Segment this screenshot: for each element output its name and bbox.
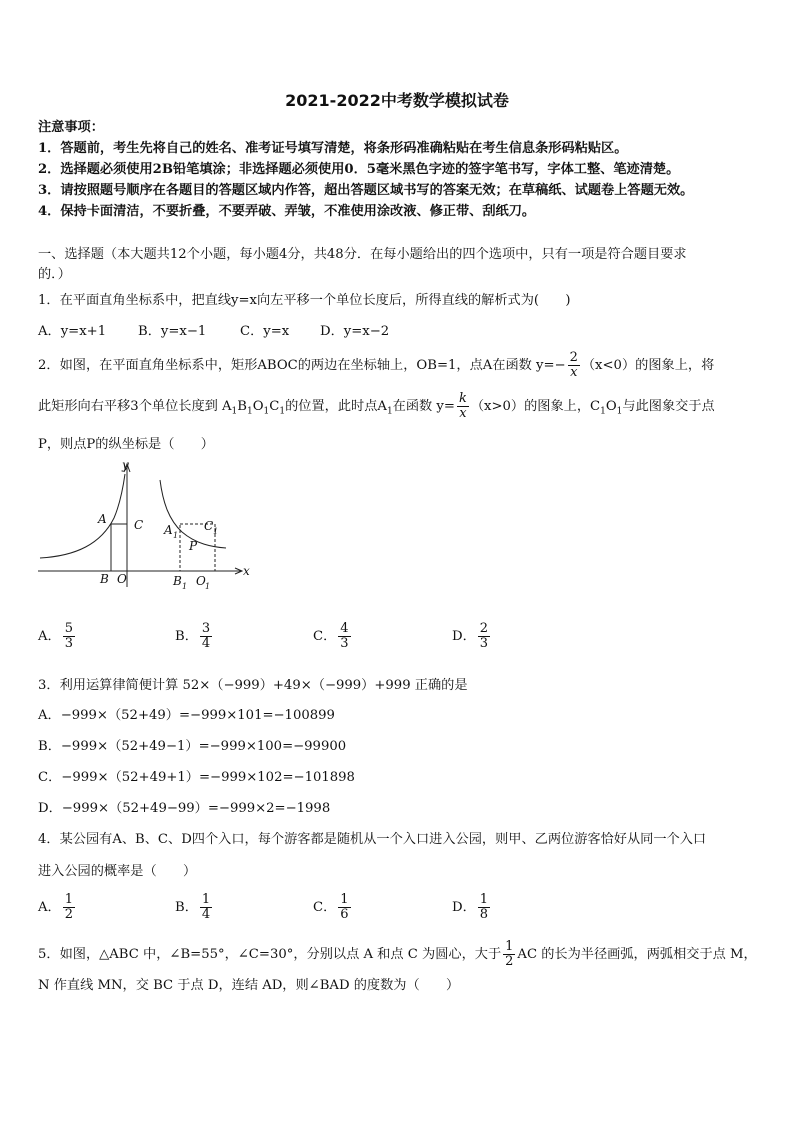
question-3-option-a: A．−999×（52+49）=−999×101=−100899 <box>38 708 335 723</box>
fraction-denominator: 6 <box>340 907 349 922</box>
x-axis-label: x <box>243 564 250 578</box>
notice-item: 4．保持卡面清洁，不要折叠，不要弄破、弄皱，不准使用涂改液、修正带、刮纸刀。 <box>38 204 536 219</box>
q2-text: 与此图象交于点 <box>622 399 715 414</box>
question-4-option-b <box>175 893 214 922</box>
fraction-numerator: 1 <box>201 892 211 907</box>
question-5-line-2: N 作直线 MN，交 BC 于点 D，连结 AD，则∠BAD 的度数为（ ） <box>38 978 460 993</box>
fraction <box>63 622 75 651</box>
section-heading-cont: 的．） <box>38 267 71 282</box>
fraction <box>478 622 490 651</box>
question-1-stem: 1．在平面直角坐标系中，把直线y=x向左平移一个单位长度后，所得直线的解析式为( ) <box>38 293 571 308</box>
question-2-option-c <box>313 622 353 651</box>
option-letter: D． <box>452 900 476 915</box>
rectangle-abco <box>111 524 127 571</box>
q5-text: 5．如图，△ABC 中，∠B=55°，∠C=30°，分别以点 A 和点 C 为圆心，大于 <box>38 947 502 962</box>
question-3-stem: 3．利用运算律简便计算 52×（−999）+49×（−999）+999 正确的是 <box>38 678 468 693</box>
fraction-numerator: 3 <box>201 621 211 636</box>
q2-text: （x>0）的图象上，C <box>470 399 601 414</box>
fraction <box>457 392 469 421</box>
fraction-numerator: 1 <box>505 939 514 954</box>
question-4-option-c <box>313 893 353 922</box>
option-letter: D． <box>452 629 476 644</box>
label-c1-sub: 1 <box>213 527 219 536</box>
question-1-option-a: A．y=x+1 <box>38 324 107 339</box>
fraction <box>503 940 515 969</box>
label-c: C <box>134 518 144 532</box>
fraction-denominator: 2 <box>64 907 73 922</box>
option-letter: B． <box>175 900 198 915</box>
q2-text: 在函数 y= <box>392 399 455 414</box>
q2-text: 的位置，此时点A <box>285 399 387 414</box>
fraction <box>568 351 580 380</box>
fraction <box>200 622 212 651</box>
question-4-line-1: 4．某公园有A、B、C、D四个入口，每个游客都是随机从一个入口进入公园，则甲、乙两位游客恰好从同一个入口 <box>38 832 707 847</box>
question-5-line-1 <box>38 940 757 969</box>
option-letter: A． <box>38 629 61 644</box>
sub: $_1B_1O_1C_1$ <box>231 399 286 417</box>
label-o1-sub: 1 <box>205 582 211 591</box>
fraction-denominator: 3 <box>64 636 73 651</box>
label-a: A <box>98 512 107 526</box>
question-3-option-b: B．−999×（52+49−1）=−999×100=−99900 <box>38 739 347 754</box>
question-2-line-2: 此矩形向右平移3个单位长度到 $A_1B_1O_1C_1$的位置，此时点$A_1$在函数 y= $\frac{k}{x}$ （x>0）的图象上，$C_1O_1$与此图象交于点 <box>38 391 715 421</box>
fraction-denominator: 8 <box>479 907 489 922</box>
fraction-denominator: 2 <box>505 954 514 969</box>
y-axis-label: y <box>122 458 129 472</box>
left-hyperbola-curve <box>40 474 125 558</box>
q2-text: 此矩形向右平移3个单位长度到 A <box>38 399 232 414</box>
label-c1: C <box>204 519 214 533</box>
fraction-denominator: 4 <box>201 907 211 922</box>
question-2-line-1 <box>38 351 714 380</box>
option-letter: C． <box>313 900 337 915</box>
right-hyperbola-curve <box>160 480 226 548</box>
fraction-numerator: 5 <box>64 621 73 636</box>
question-1-option-b: B．y=x−1 <box>138 324 207 339</box>
fraction-numerator: 1 <box>479 892 489 907</box>
question-2-option-b <box>175 622 214 651</box>
question-2-line-3: P，则点P的纵坐标是（ ） <box>38 437 214 452</box>
notice-item: 1．答题前，考生先将自己的姓名、准考证号填写清楚，将条形码准确粘贴在考生信息条形码粘贴区。 <box>38 141 628 156</box>
label-o: O <box>117 572 127 586</box>
label-p: P <box>189 539 198 553</box>
fraction-numerator: 1 <box>64 892 73 907</box>
question-1-option-c: C．y=x <box>240 324 290 339</box>
fraction <box>338 622 350 651</box>
question-2-option-d <box>452 622 492 651</box>
question-2-figure <box>36 458 256 593</box>
question-3-option-d: D．−999×（52+49−99）=−999×2=−1998 <box>38 801 331 816</box>
label-a1-sub: 1 <box>173 531 179 540</box>
option-letter: A． <box>38 900 61 915</box>
fraction <box>478 893 490 922</box>
q2-text: （x<0）的图象上，将 <box>581 358 715 373</box>
option-letter: C． <box>313 629 337 644</box>
fraction-numerator: 4 <box>340 621 349 636</box>
question-3-option-c: C．−999×（52+49+1）=−999×102=−101898 <box>38 770 355 785</box>
fraction-denominator: 3 <box>479 636 489 651</box>
notice-heading: 注意事项： <box>38 120 104 135</box>
fraction-denominator: 3 <box>340 636 349 651</box>
notice-item: 2．选择题必须使用2B铅笔填涂；非选择题必须使用0．5毫米黑色字迹的签字笔书写，字体工整、笔迹清楚。 <box>38 162 680 177</box>
option-letter: B． <box>175 629 198 644</box>
question-4-option-a <box>38 893 77 922</box>
question-4-line-2: 进入公园的概率是（ ） <box>38 864 197 879</box>
question-1-option-d: D．y=x−2 <box>320 324 390 339</box>
notice-item: 3．请按照题号顺序在各题目的答题区域内作答，超出答题区域书写的答案无效；在草稿纸、试题卷上答题无效。 <box>38 183 694 198</box>
label-o1: O <box>196 574 206 588</box>
fraction-numerator: 1 <box>340 892 349 907</box>
page-title: 2021-2022中考数学模拟试卷 <box>285 91 509 110</box>
fraction-numerator: 2 <box>479 621 489 636</box>
section-heading: 一、选择题（本大题共12个小题，每小题4分，共48分．在每小题给出的四个选项中，只有一项是符合题目要求 <box>38 247 687 262</box>
label-b1: B <box>173 574 182 588</box>
fraction-denominator: 4 <box>201 636 211 651</box>
fraction <box>338 893 350 922</box>
q2-text: 2．如图，在平面直角坐标系中，矩形ABOC的两边在坐标轴上，OB=1，点A在函数 y=− <box>38 358 566 373</box>
fraction-numerator: k <box>458 391 467 406</box>
fraction-numerator: 2 <box>569 350 578 365</box>
label-b1-sub: 1 <box>182 582 188 591</box>
label-a1: A <box>164 523 173 537</box>
question-4-option-d <box>452 893 492 922</box>
question-2-option-a <box>38 622 77 651</box>
fraction-denominator: x <box>459 406 467 421</box>
fraction <box>200 893 212 922</box>
fraction <box>63 893 75 922</box>
fraction-denominator: x <box>570 365 578 380</box>
label-b: B <box>100 572 109 586</box>
q5-text: AC 的长为半径画弧，两弧相交于点 M， <box>517 947 757 962</box>
